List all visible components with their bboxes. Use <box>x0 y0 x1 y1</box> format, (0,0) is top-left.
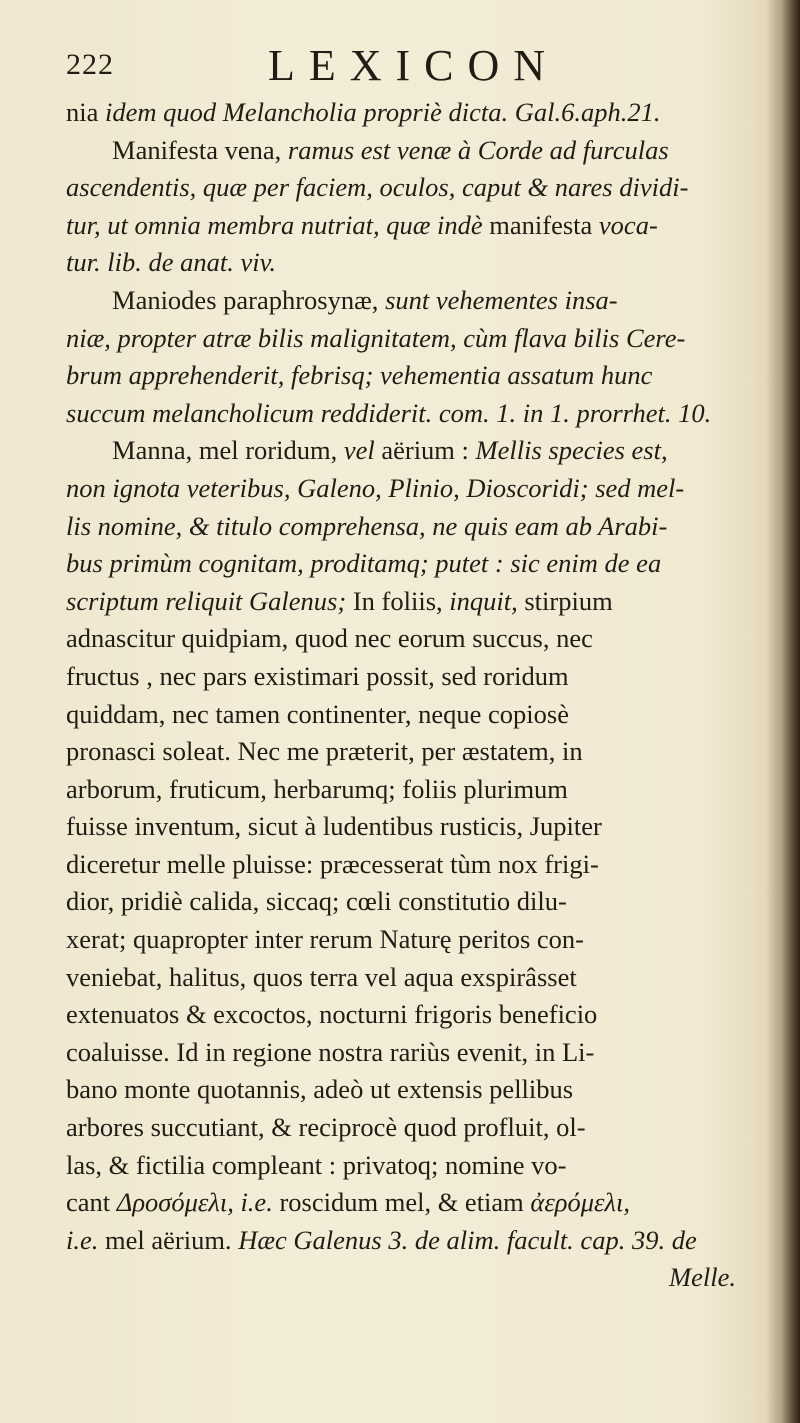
roman-text: aërium : <box>381 435 476 466</box>
roman-text: quiddam, nec tamen continenter, neque copiosè <box>66 698 569 729</box>
text-line <box>66 1184 744 1222</box>
roman-text: adnascitur quidpiam, quod nec eorum succus, nec <box>66 623 593 654</box>
text-line <box>66 771 744 809</box>
text-line <box>66 696 744 734</box>
text-line <box>66 1147 744 1185</box>
roman-text: extenuatos & excoctos, nocturni frigoris beneficio <box>66 999 598 1030</box>
italic-text: sunt vehementes insa- <box>385 284 618 315</box>
italic-text: voca- <box>598 209 658 240</box>
roman-text: dior, pridiè calida, siccaq; cœli constitutio dilu- <box>66 886 567 917</box>
text-line <box>66 282 744 320</box>
running-head: LEXICON <box>268 41 560 90</box>
text-line <box>66 320 744 358</box>
text-line <box>66 658 744 696</box>
roman-text: nia <box>66 97 105 127</box>
roman-text: fuisse inventum, sicut à ludentibus rusticis, Jupiter <box>66 811 602 842</box>
italic-text: bus primùm cognitam, proditamq; putet : sic enim de ea <box>66 548 662 579</box>
italic-text: idem quod Melancholia propriè dicta. Gal.6.aph.21. <box>105 97 661 127</box>
roman-text: fructus , nec pars existimari possit, sed roridum <box>66 660 569 691</box>
roman-text: coaluisse. Id in regione nostra rariùs evenit, in Li- <box>66 1036 595 1067</box>
roman-text: stirpium <box>524 585 613 616</box>
italic-text: ascendentis, quæ per faciem, oculos, caput & nares dividi- <box>66 172 689 203</box>
text-line <box>66 583 744 621</box>
text-line <box>66 808 744 846</box>
text-line <box>66 132 744 170</box>
roman-text: Manna, mel roridum, <box>112 435 344 466</box>
roman-text: roscidum mel, & etiam <box>279 1187 531 1218</box>
italic-text: non ignota veteribus, Galeno, Plinio, Dioscoridi; sed mel- <box>66 472 685 503</box>
page-gutter-shadow <box>766 0 800 1423</box>
text-line <box>66 244 744 282</box>
roman-text: veniebat, halitus, quos terra vel aqua exspirâsset <box>66 961 577 992</box>
text-line <box>66 996 744 1034</box>
text-line <box>66 620 744 658</box>
roman-text: pronasci soleat. Nec me præterit, per æstatem, in <box>66 736 583 767</box>
italic-text: ramus est venæ à Corde ad furculas <box>287 134 669 165</box>
roman-text: cant <box>66 1187 117 1218</box>
text-line <box>66 1222 744 1260</box>
text-line <box>66 545 744 583</box>
text-line <box>66 846 744 884</box>
text-line <box>66 1109 744 1147</box>
text-line <box>66 921 744 959</box>
text-line <box>66 357 744 395</box>
italic-text: vel <box>343 435 382 466</box>
text-line <box>66 432 744 470</box>
roman-text: Maniodes paraphrosynæ, <box>112 284 386 315</box>
roman-text: arborum, fruticum, herbarumq; foliis plurimum <box>66 773 568 804</box>
roman-text: bano monte quotannis, adeò ut extensis pellibus <box>66 1074 574 1105</box>
text-line <box>66 1071 744 1109</box>
italic-text: tur. lib. de anat. viv. <box>66 247 277 278</box>
italic-text: succum melancholicum reddiderit. com. 1. in 1. prorrhet. 10. <box>66 397 712 428</box>
italic-text: i.e. <box>66 1224 105 1255</box>
italic-text: lis nomine, & titulo comprehensa, ne quis eam ab Arabi- <box>66 510 668 541</box>
page-header <box>66 40 586 90</box>
italic-text: Hæc Galenus 3. de alim. facult. cap. 39. de <box>238 1224 697 1255</box>
roman-text: las, & fictilia compleant : privatoq; nomine vo- <box>66 1149 567 1180</box>
italic-text: tur, ut omnia membra nutriat, quæ indè <box>66 209 490 240</box>
italic-text: ἀερόμελι, <box>530 1187 630 1218</box>
roman-text: xerat; quapropter inter rerum Naturę peritos con- <box>66 924 585 955</box>
text-line <box>66 1034 744 1072</box>
roman-text: mel aërium. <box>105 1224 239 1255</box>
text-line <box>66 207 744 245</box>
roman-text: Manifesta vena, <box>112 134 288 165</box>
text-line <box>66 959 744 997</box>
text-line <box>66 733 744 771</box>
italic-text: inquit, <box>449 585 525 616</box>
body-text <box>66 94 744 1297</box>
roman-text: In foliis, <box>352 585 450 616</box>
italic-text: Melle. <box>669 1262 736 1293</box>
text-line <box>66 395 744 433</box>
italic-text: scriptum reliquit Galenus; <box>66 585 353 616</box>
text-line <box>66 470 744 508</box>
text-line <box>66 169 744 207</box>
text-line <box>66 94 744 132</box>
italic-text: niæ, propter atræ bilis malignitatem, cùm flava bilis Cere- <box>66 322 686 353</box>
italic-text: brum apprehenderit, febrisq; vehementia assatum hunc <box>66 360 653 391</box>
roman-text: diceretur melle pluisse: præcesserat tùm nox frigi- <box>66 848 599 879</box>
text-line <box>66 508 744 546</box>
italic-text: Mellis species est, <box>475 435 668 466</box>
roman-text: arbores succutiant, & reciprocè quod profluit, ol- <box>66 1112 586 1143</box>
text-line <box>66 883 744 921</box>
roman-text: manifesta <box>489 209 599 240</box>
text-line <box>66 1259 744 1297</box>
page-number: 222 <box>66 48 114 81</box>
italic-text: Δροσόμελι, i.e. <box>116 1187 280 1218</box>
